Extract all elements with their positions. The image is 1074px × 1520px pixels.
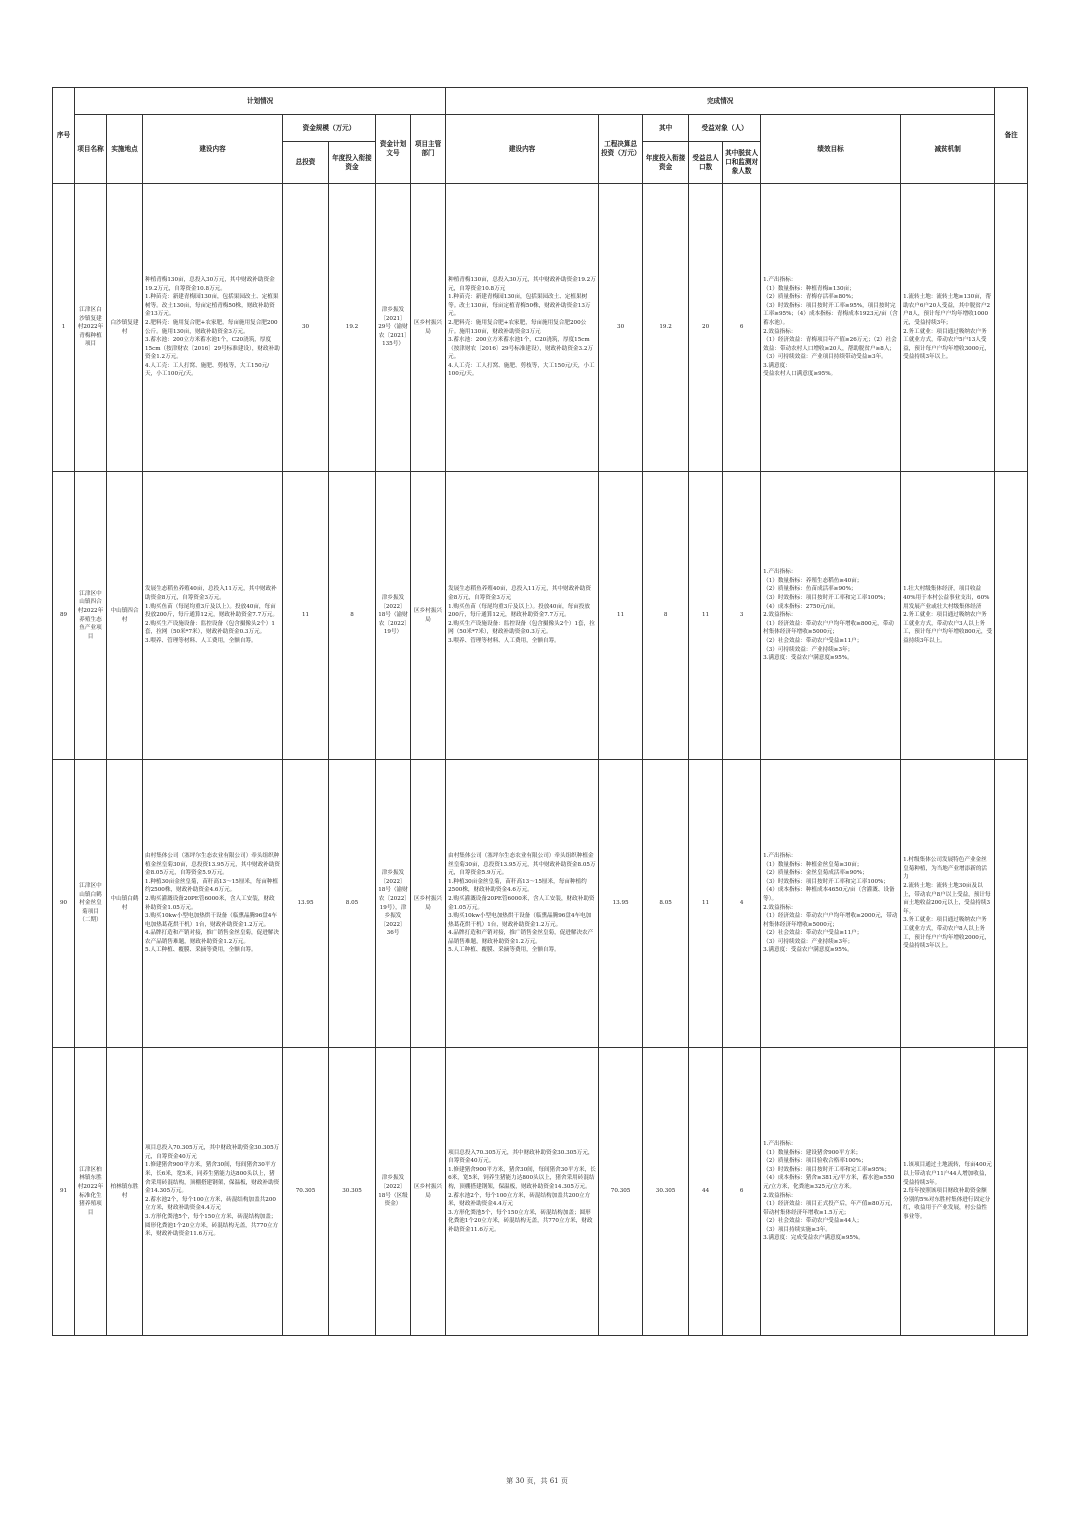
- header-remark: 备注: [995, 88, 1028, 184]
- cell-plan-doc: 津乡振发〔2022〕18号（区级资金）: [376, 1048, 411, 1336]
- header-done-content: 建设内容: [446, 115, 599, 184]
- cell-plan-content: 由村集体公司（塞坪尔生态农业有限公司）牵头组织种植金丝皇菊30亩，总投资13.95万元，其中财政补助资金8.05万元，自筹资金5.9万元。 1.种植30亩金丝皇菊，苗秆高13～15厘米，每亩种植约2500株，财政补助资金4.6万元。 2.购买灌溉设备20PE管6000米，含人工安装，财政补助资金1.05万元。 3.购买10kw小型电加热烘干设备（临熏晶腾96盘4车电加热葛花烘干机）1台，财政补助资金1.2万元。 4.品牌打造和产销对接，推广销售金丝皇菊，促进解决农产品销售难题，财政补助资金1.2万元。 5.人工种植、覆膜、采摘等费用，全额自筹。: [143, 760, 283, 1048]
- header-plan-doc: 资金计划文号: [376, 115, 411, 184]
- cell-seq: 90: [53, 760, 75, 1048]
- header-done-annual: 年度投入衔接资金: [643, 142, 689, 184]
- cell-ben-total: 44: [689, 1048, 723, 1336]
- cell-project-name: 江津区柏林镇东胜村2022年标准化生猪养殖项目: [75, 1048, 107, 1336]
- header-perf: 绩效目标: [761, 115, 901, 184]
- cell-final-total: 30: [599, 184, 643, 472]
- header-beneficiaries: 受益对象（人）: [689, 115, 761, 142]
- cell-project-name: 江津区白沙镇复建村2022年青梅种植项目: [75, 184, 107, 472]
- cell-remark: [995, 184, 1028, 472]
- header-dept: 项目主管部门: [411, 115, 446, 184]
- cell-location: 中山镇四合村: [107, 472, 143, 760]
- cell-project-name: 江津区中山镇白鹤村金丝皇菊项目（二期）: [75, 760, 107, 1048]
- header-annual-fund: 年度投入衔接资金: [329, 142, 376, 184]
- header-total-investment: 总投资: [283, 142, 329, 184]
- cell-plan-content: 发展生态稻鱼养殖40亩，总投入11万元，其中财政补助资金8万元，自筹资金3万元。 1.购买鱼苗（每尾均重3斤及以上）。投放40亩，每亩投放200斤，每斤通算12元，财政补助资金7.7万元。 2.购买生产设施设备：监控设备（包含摄像头2个）1套，拉网（50米*7米），财政补助资金0.3万元。 3.喂养、管理等材料、人工费用，全额自筹。: [143, 472, 283, 760]
- cell-done-content: 发展生态稻鱼养殖40亩，总投入11万元，其中财政补助资金8万元，自筹资金3万元 1.购买鱼苗（每尾均重3斤及以上）。投放40亩，每亩投放200斤，每斤通算12元，财政补助资金7.7万元。 2.购买生产设施设备：监控设备（包含摄像头2个）1套，拉网（50米*7米），财政补助资金0.3万元。 3.喂养、管理等材料、人工费用，全额自筹。: [446, 472, 599, 760]
- cell-plan-doc: 津乡振发〔2022〕18号（渝财农〔2022〕19号）: [376, 472, 411, 760]
- header-plan-content: 建设内容: [143, 115, 283, 184]
- cell-ben-total: 11: [689, 760, 723, 1048]
- cell-total-investment: 30: [283, 184, 329, 472]
- cell-remark: [995, 472, 1028, 760]
- header-location: 实施地点: [107, 115, 143, 184]
- cell-annual-fund: 19.2: [329, 184, 376, 472]
- cell-final-total: 70.305: [599, 1048, 643, 1336]
- cell-plan-doc: 津乡振发〔2022〕18号（渝财农〔2022〕19号），津乡振发〔2022〕36号: [376, 760, 411, 1048]
- header-of-which: 其中: [643, 115, 689, 142]
- project-table-sheet: [52, 87, 1027, 1336]
- cell-plan-doc: 津乡振发〔2021〕29号（渝财农〔2021〕135号）: [376, 184, 411, 472]
- cell-perf: 1.产出指标： （1）数量指标：种植金丝皇菊≥30亩； （2）质量指标：金丝皇菊成活率≥90%； （3）时效指标：项目按时开工率和完工率100%； （4）成本指标：种植成本4650元/亩（含灌溉、设备等）。 2.效益指标： （1）经济效益：带动农户户均年增收≥2000元，带动村集体经济年增收≥5000元； （2）社会效益：带动农户受益≥11户； （3）可持续效益：产业持续≥3年； 3.满意度：受益农户满意度≥95%。: [761, 760, 901, 1048]
- cell-done-annual: 8.05: [643, 760, 689, 1048]
- header-final-total: 工程决算总投资（万元）: [599, 115, 643, 184]
- header-ben-total: 受益总人口数: [689, 142, 723, 184]
- table-row: [53, 184, 1028, 472]
- cell-seq: 89: [53, 472, 75, 760]
- cell-dept: 区乡村振兴局: [411, 472, 446, 760]
- header-plan-group: 计划情况: [75, 88, 446, 115]
- table-row: [53, 760, 1028, 1048]
- cell-seq: 91: [53, 1048, 75, 1336]
- header-seq: 序号: [53, 88, 75, 184]
- cell-ben-poor: 3: [723, 472, 761, 760]
- cell-mech: 1.该项目通过土地流转，每亩400元以上带动农户11户44人增加收益，受益持续3年。 2.每年按照该项目财政补助资金额分别的5%对东胜村集体进行固定分红，收益用于产业发展，村公益性事业等。: [901, 1048, 995, 1336]
- cell-plan-content: 种植青梅130亩，总投入30万元，其中财政补助资金19.2万元，自筹资金10.8万元。 1.种苗壳：新建青梅园130亩，包括果园改土、定植果树等。改土130亩，每亩定植青梅50株，财政补助资金13万元。 2.肥料壳：施用复合肥+农家肥，每亩施用复合肥200公斤。施用130亩，财政补助资金3万元。 3.蓄水池：200立方米蓄水池1个，C20浇筑，厚度15cm（按津财农〔2016〕29号标准建设），财政补助资金1.2万元。 4.人工壳：工人打窝、施肥、剪枝等，大工150元/天，小工100元/天。: [143, 184, 283, 472]
- header-fund-scale: 资金规模（万元）: [283, 115, 376, 142]
- cell-mech: 1.村级集体公司发展特色产业金丝皇菊种植，为当地产业增添新的活力 2.流转土地：流转土地30亩及以上，带动农户8户以上受益，预计每亩土地收益200元以上，受益持续3年。 3.务工就业：项目通过吸纳农户务工就业方式，带动农户8人以上务工，预计每户户均年增收2000元，受益持续3年以上。: [901, 760, 995, 1048]
- cell-final-total: 11: [599, 472, 643, 760]
- cell-ben-poor: 6: [723, 1048, 761, 1336]
- table-row: [53, 472, 1028, 760]
- cell-location: 白沙镇复建村: [107, 184, 143, 472]
- cell-dept: 区乡村振兴局: [411, 1048, 446, 1336]
- cell-done-content: 由村集体公司（塞坪尔生态农业有限公司）牵头组织种植金丝皇菊30亩，总投资13.95万元，其中财政补助资金8.05万元，自筹资金5.9万元。 1.种植30亩金丝皇菊，苗秆高13～15厘米，每亩种植约2500株，财政补助资金4.6万元。 2.购买灌溉设备20PE管6000米，含人工安装，财政补助资金1.05万元。 3.购买10kw小型电加热烘干设备（临熏晶腾96盘4车电加热葛花烘干机）1台，财政补助资金1.2万元。 4.品牌打造和产销对接，推广销售金丝皇菊，促进解决农产品销售难题，财政补助资金1.2万元。 5.人工种植、覆膜、采摘等费用，全额自筹。: [446, 760, 599, 1048]
- cell-remark: [995, 1048, 1028, 1336]
- cell-location: 柏林镇东胜村: [107, 1048, 143, 1336]
- header-project-name: 项目名称: [75, 115, 107, 184]
- cell-project-name: 江津区中山镇四合村2022年养殖生态鱼产业项目: [75, 472, 107, 760]
- cell-perf: 1.产出指标： （1）数量指标：建设猪舍900平方米； （2）质量指标：项目验收合格率100%； （3）时效指标：项目按时开工率和完工率≥95%； （4）成本指标：猪舍≥381元/平方米，蓄水池≥550元/立方米，化粪池≥325元/立方米。 2.效益指标： （1）经济效益：项目正式投产后，年产值≥80万元，带动村集体经济年增收≥1.5万元； （2）社会效益：带动农户受益≥44人； （3）项目持续实施≥3年。 3.满意度：完成受益农户满意度≥95%。: [761, 1048, 901, 1336]
- cell-done-annual: 30.305: [643, 1048, 689, 1336]
- cell-done-content: 项目总投入70.305万元，其中财政补助资金30.305万元，自筹资金40万元。 1.修建猪舍900平方米，猪舍30间，每间猪舍30平方米，长6米，宽5米，饲养生猪能力达800头以上，猪舍采用砖混结构，顶棚搭建钢架，保温板，财政补助资金14.305万元。 2.蓄水池2个，每个100立方米，砖混结构加盖共200立方米，财政补助资金4.4万元 3.方形化粪池5个，每个150立方米，砖混结构加盖；圆形化粪池1个20立方米，砖混结构无盖，共770立方米，财政补助资金11.6万元。: [446, 1048, 599, 1336]
- cell-perf: 1.产出指标： （1）数量指标：养殖生态稻鱼≥40亩； （2）质量指标：鱼苗成活率≥90%； （3）时效指标：项目按时开工率和完工率100%； （4）成本指标：2750元/亩。 2.效益指标： （1）经济效益：带动农户户均年增收≥800元，带动村集体经济年增收≥5000元； （2）社会效益：带动农户受益≥11户； （3）可持续效益：产业持续≥3年； 3.满意度：受益农户满意度≥95%。: [761, 472, 901, 760]
- header-completion-group: 完成情况: [446, 88, 995, 115]
- cell-mech: 1.流转土地：流转土地≥130亩，帮助农户6户20人受益，其中脱贫户2户8人，预计每户户均年增收1000元，受益持续3年； 2.务工就业：项目通过吸纳农户务工就业方式，带动农户5户13人受益，预计每户户均年增收3000元，受益持续3年以上。: [901, 184, 995, 472]
- cell-total-investment: 13.95: [283, 760, 329, 1048]
- header-mech: 减贫机制: [901, 115, 995, 184]
- cell-dept: 区乡村振兴局: [411, 184, 446, 472]
- cell-done-content: 种植青梅130亩，总投入30万元，其中财政补助资金19.2万元，自筹资金10.8万元 1.种苗壳：新建青梅园130亩，包括果园改土、定植果树等。改土130亩，每亩定植青梅50株，财政补助资金13万元。 2.肥料壳：施用复合肥+农家肥，每亩施用复合肥200公斤。施用130亩，财政补助资金3万元 3.蓄水池：200立方米蓄水池1个，C20浇筑，厚度15cm（按津财农〔2016〕29号标准建设），财政补助资金3.2万元。 4.人工壳：工人打窝、施肥、剪枝等，大工150元/天，小工100元/天。: [446, 184, 599, 472]
- page-footer: 第 30 页，共 61 页: [506, 1477, 568, 1485]
- table-row: [53, 1048, 1028, 1336]
- cell-perf: 1.产出指标： （1）数量指标：种植青梅≥130亩； （2）质量指标：青梅存活率≥80%； （3）时效指标：项目按时开工率≥95%，项目按时完工率≥95%；（4）成本指标：青梅成本1923元/亩（含蓄水池）。 2.效益指标： （1）经济效益：青梅项目年产值≥26万元；（2）社会效益：带动农村人口增收≥20人，帮助脱贫户≥8人；（3）可持续效益：产业项目持续带动受益≥3年。 3.满意度： 受益农村人口满意度≥95%。: [761, 184, 901, 472]
- cell-plan-content: 项目总投入70.305万元，其中财政补助资金30.305万元，自筹资金40万元 1.修建猪舍900平方米，猪舍30间，每间猪舍30平方米，长6米，宽5米，同养生猪能力达800头以上，猪舍采用砖混结构，顶棚搭建钢架，保温板，财政补助资金14.305万元。 2.蓄水池2个，每个100立方米，砖混结构加盖共200立方米，财政补助资金4.4万元 3.方形化粪池5个，每个150立方米，砖混结构加盖；圆形化粪池1个20立方米，砖混结构无盖，共770立方米，财政补助资金11.6万元。: [143, 1048, 283, 1336]
- cell-ben-total: 20: [689, 184, 723, 472]
- cell-seq: 1: [53, 184, 75, 472]
- header-ben-poor: 其中脱贫人口和监测对象人数: [723, 142, 761, 184]
- cell-annual-fund: 30.305: [329, 1048, 376, 1336]
- cell-ben-total: 11: [689, 472, 723, 760]
- cell-annual-fund: 8: [329, 472, 376, 760]
- project-table: [52, 87, 1028, 1336]
- cell-total-investment: 70.305: [283, 1048, 329, 1336]
- cell-ben-poor: 6: [723, 184, 761, 472]
- cell-total-investment: 11: [283, 472, 329, 760]
- cell-ben-poor: 4: [723, 760, 761, 1048]
- cell-annual-fund: 8.05: [329, 760, 376, 1048]
- cell-dept: 区乡村振兴局: [411, 760, 446, 1048]
- cell-done-annual: 19.2: [643, 184, 689, 472]
- cell-done-annual: 8: [643, 472, 689, 760]
- cell-final-total: 13.95: [599, 760, 643, 1048]
- cell-remark: [995, 760, 1028, 1048]
- cell-mech: 1.壮大村级集体经济，项目收益40%用于本村公益事业支出，60%用发展产业或壮大村级集体经济 2.务工就业：项目通过吸纳农户务工就业方式，带动农户3人以上务工，预计每户户均年增收800元，受益持续3年以上。: [901, 472, 995, 760]
- cell-location: 中山镇白鹤村: [107, 760, 143, 1048]
